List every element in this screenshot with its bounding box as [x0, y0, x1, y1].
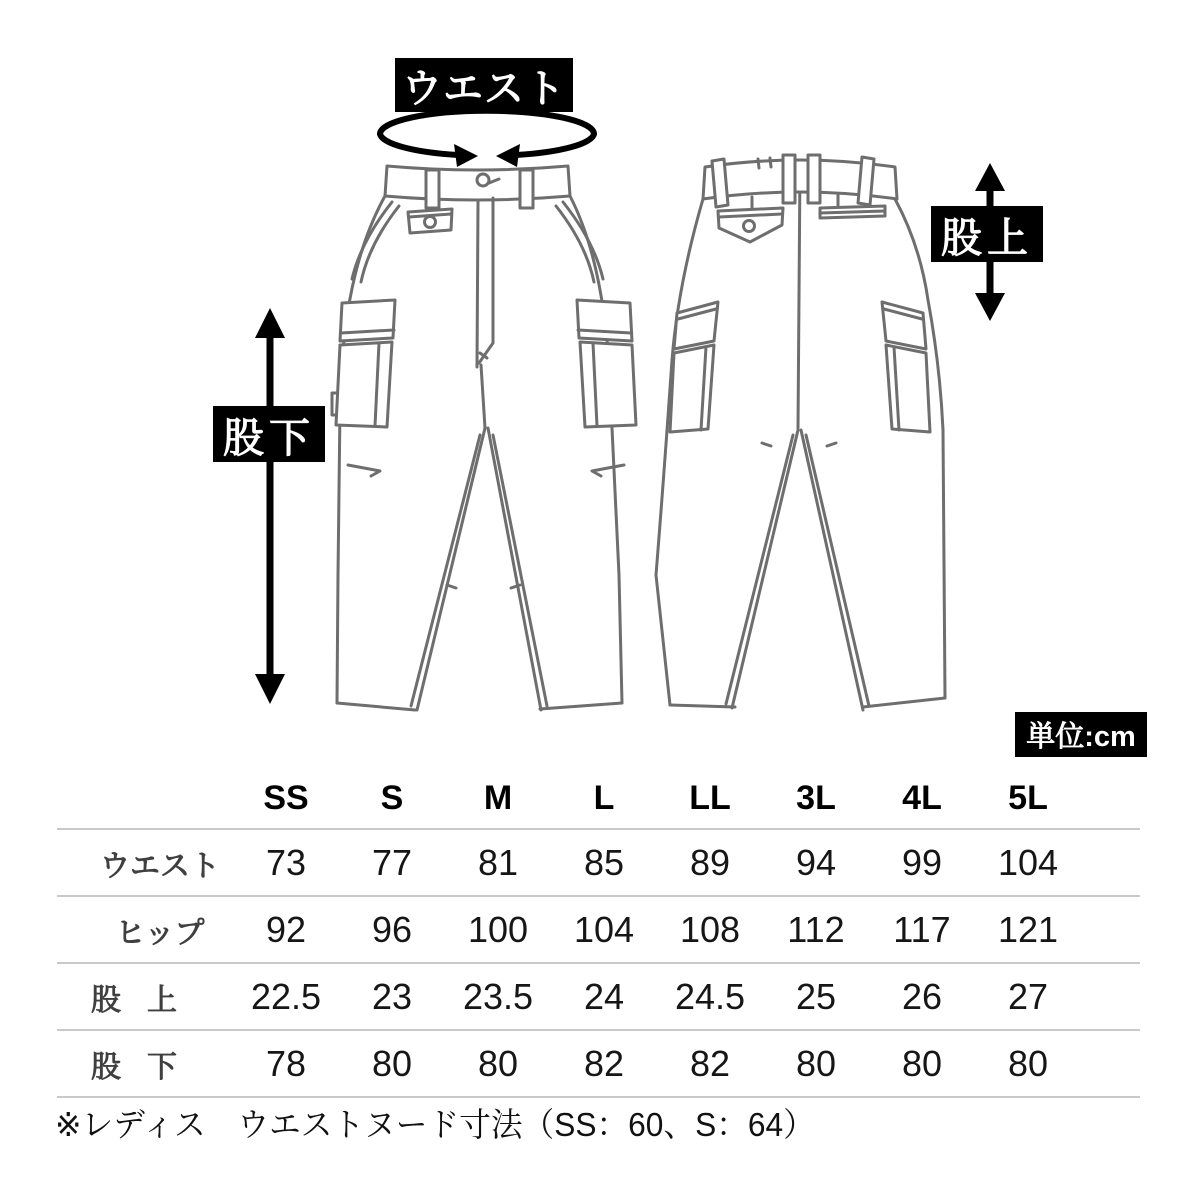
table-value: 82 [689, 1042, 731, 1084]
row-label: ウエスト [100, 849, 220, 883]
pants-back-view-drawing [650, 145, 950, 720]
table-value: 112 [787, 908, 845, 950]
table-value: 117 [893, 908, 951, 950]
column-header: S [380, 778, 404, 817]
row-label: 股下 [91, 1050, 203, 1084]
column-header: SS [263, 778, 309, 817]
table-value: 99 [901, 841, 943, 883]
table-value: 24.5 [674, 975, 746, 1017]
inseam-measure-label: 股下 [213, 406, 325, 462]
table-value: 82 [583, 1042, 625, 1084]
table-value: 73 [265, 841, 307, 883]
table-value: 24 [583, 975, 625, 1017]
inseam-measure-arrow-icon [248, 308, 292, 704]
table-value: 80 [1007, 1042, 1049, 1084]
table-value: 26 [901, 975, 943, 1017]
waist-measure-arrow-icon [372, 104, 602, 170]
table-value: 85 [583, 841, 625, 883]
table-value: 22.5 [250, 975, 322, 1017]
table-value: 23.5 [462, 975, 534, 1017]
size-table-header-row [57, 768, 1140, 828]
table-value: 23 [371, 975, 413, 1017]
column-header: L [593, 778, 615, 817]
pants-front-view-drawing [330, 145, 645, 720]
waist-measure-label: ウエスト [395, 58, 573, 112]
table-value: 77 [371, 841, 413, 883]
table-value: 108 [679, 908, 741, 950]
table-value: 94 [795, 841, 837, 883]
table-value: 80 [901, 1042, 943, 1084]
row-label: 股上 [91, 983, 203, 1017]
column-header: 4L [902, 778, 942, 817]
table-value: 92 [265, 908, 307, 950]
column-header: 5L [1008, 778, 1048, 817]
table-value: 78 [265, 1042, 307, 1084]
unit-badge: 単位:cm [1015, 712, 1147, 757]
column-header: M [483, 778, 513, 817]
row-label: ヒップ [115, 916, 205, 950]
column-header: 3L [796, 778, 836, 817]
table-value: 25 [795, 975, 837, 1017]
table-row-rise [57, 962, 1140, 1029]
table-row-hip [57, 895, 1140, 962]
table-value: 80 [477, 1042, 519, 1084]
table-value: 100 [467, 908, 529, 950]
table-value: 89 [689, 841, 731, 883]
table-value: 81 [477, 841, 519, 883]
table-row-inseam [57, 1029, 1140, 1098]
table-value: 121 [997, 908, 1059, 950]
table-value: 104 [997, 841, 1059, 883]
table-value: 96 [371, 908, 413, 950]
table-value: 80 [371, 1042, 413, 1084]
table-value: 104 [573, 908, 635, 950]
table-value: 27 [1007, 975, 1049, 1017]
table-value: 80 [795, 1042, 837, 1084]
column-header: LL [689, 778, 731, 817]
rise-measure-label: 股上 [931, 206, 1043, 262]
table-row-waist [57, 828, 1140, 895]
ladies-size-footnote: ※レディス ウエストヌード寸法（SS：60、S：64） [55, 1106, 815, 1143]
size-table [57, 768, 1140, 1098]
